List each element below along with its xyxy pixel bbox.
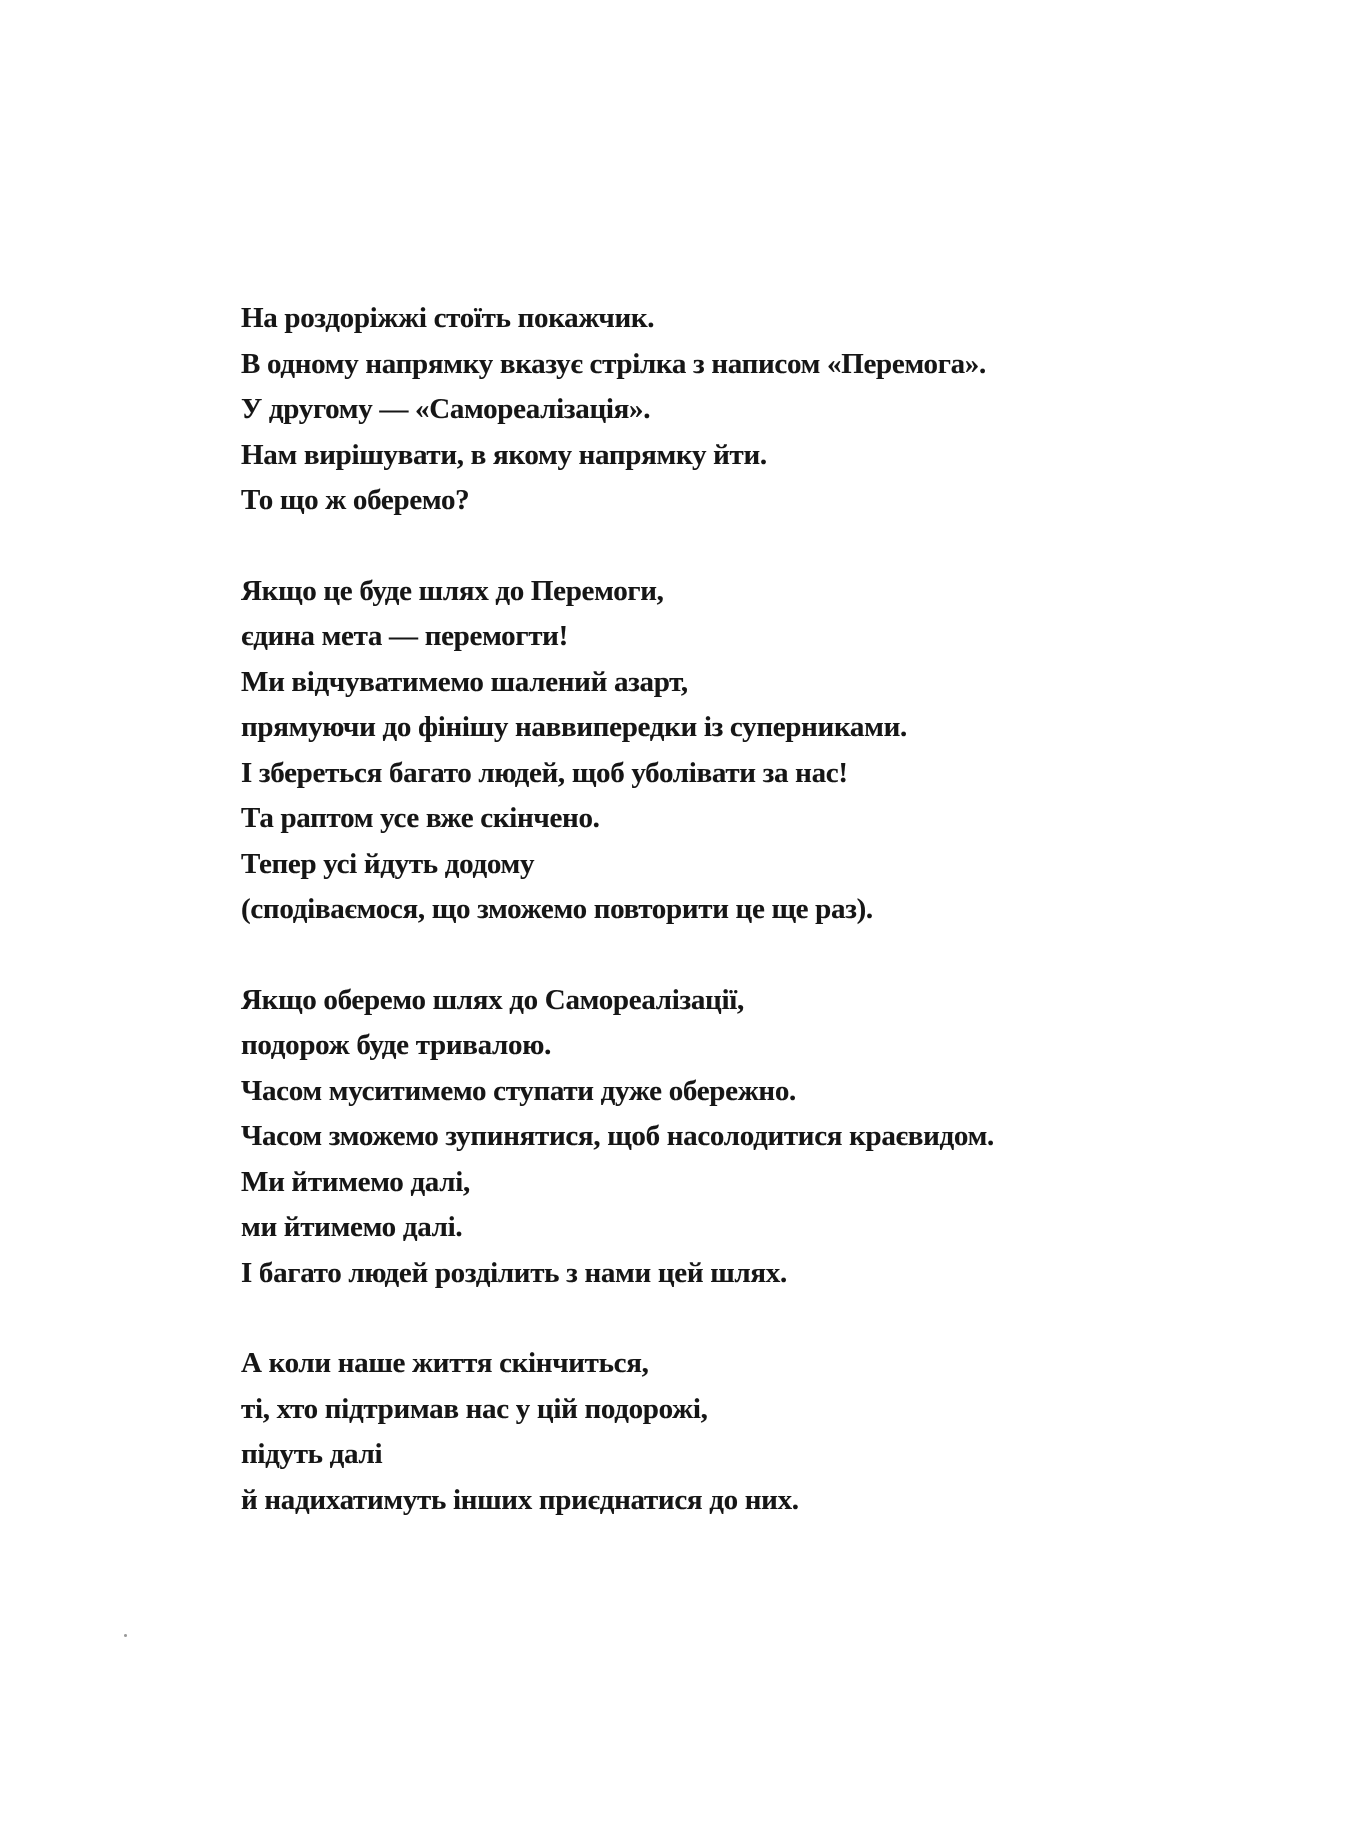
- poem-line: (сподіваємося, що зможемо повторити це ще раз).: [241, 893, 873, 925]
- poem-line: Якщо це буде шлях до Перемоги,: [241, 574, 664, 607]
- poem-line: І збереться багато людей, щоб уболівати за нас!: [241, 756, 848, 789]
- poem-line: прямуючи до фінішу наввипередки із суперниками.: [241, 711, 907, 743]
- poem-line: Нам вирішувати, в якому напрямку йти.: [241, 438, 767, 471]
- poem-line: й надихатимуть інших приєднатися до них.: [241, 1483, 799, 1516]
- scan-speck: [124, 1634, 127, 1637]
- stanza-3: [241, 978, 1291, 1297]
- poem-line: І багато людей розділить з нами цей шлях.: [241, 1256, 787, 1289]
- stanza-4: [241, 1341, 1291, 1523]
- poem-line: подорож буде тривалою.: [241, 1029, 552, 1061]
- poem-line: Ми йтимемо далі,: [241, 1165, 470, 1198]
- poem-line: То що ж оберемо?: [241, 484, 470, 516]
- poem-line: У другому — «Самореалізація».: [241, 393, 651, 425]
- poem-line: Якщо оберемо шлях до Самореалізації,: [241, 983, 744, 1016]
- stanza-1: [241, 296, 1291, 524]
- poem-line: На роздоріжжі стоїть покажчик.: [241, 302, 655, 334]
- poem-line: ті, хто підтримав нас у цій подорожі,: [241, 1392, 708, 1425]
- poem-line: Часом зможемо зупинятися, щоб насолодитися краєвидом.: [241, 1120, 994, 1152]
- poem-text: [241, 296, 1291, 1568]
- poem-line: ми йтимемо далі.: [241, 1211, 463, 1243]
- stanza-2: [241, 569, 1291, 933]
- poem-line: Ми відчуватимемо шалений азарт,: [241, 665, 688, 698]
- poem-line: Тепер усі йдуть додому: [241, 847, 535, 880]
- poem-line: єдина мета — перемогти!: [241, 620, 568, 652]
- poem-line: А коли наше життя скінчиться,: [241, 1347, 649, 1379]
- poem-line: підуть далі: [241, 1438, 383, 1470]
- poem-line: Та раптом усе вже скінчено.: [241, 802, 600, 834]
- poem-line: Часом муситимемо ступати дуже обережно.: [241, 1074, 796, 1107]
- poem-line: В одному напрямку вказує стрілка з написом «Перемога».: [241, 347, 986, 380]
